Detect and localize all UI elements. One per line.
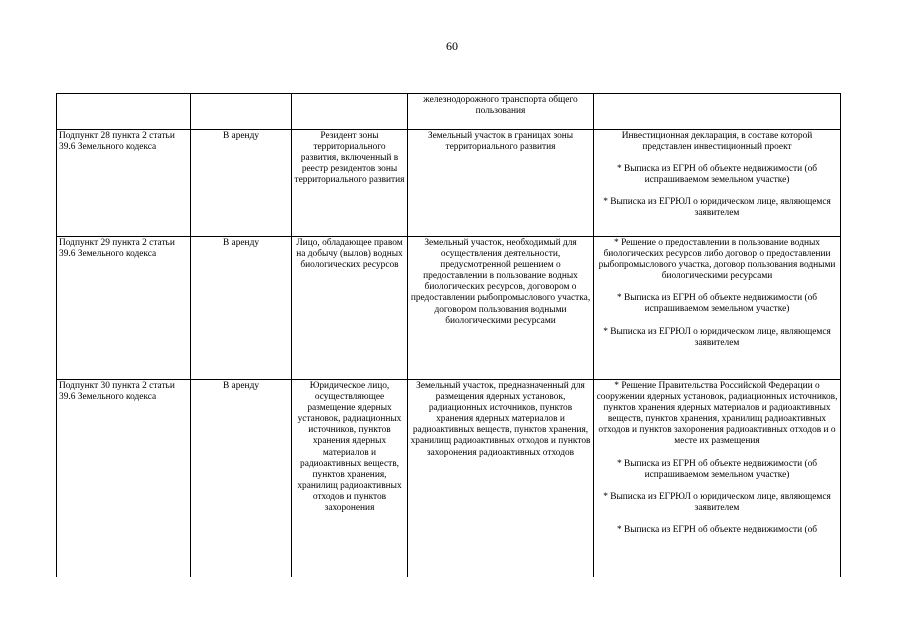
cell-land-plot: железнодорожного транспорта общего пользования (408, 94, 594, 130)
document-item: * Выписка из ЕГРН об объекте недвижимости (об испрашиваемом земельном участке) (616, 458, 818, 480)
cell-provision-type: В аренду (191, 237, 292, 380)
document-item: * Выписка из ЕГРН об объекте недвижимости (об (616, 524, 818, 535)
cell-provision-type: В аренду (191, 130, 292, 237)
table-row (57, 237, 841, 380)
cell-provision-type (191, 94, 292, 130)
table-row (57, 94, 841, 130)
page-number: 60 (446, 39, 458, 53)
document-item: * Выписка из ЕГРЮЛ о юридическом лице, являющемся заявителем (603, 197, 831, 219)
cell-land-plot: Земельный участок, необходимый для осуществления деятельности, предусмотренной решением о предоставлении в пользование водных биологических ресурсов, договором о предоставлении рыбопромыслового участка, договором пользования водными биологическими ресурсами (408, 237, 594, 380)
document-item: Инвестиционная декларация, в составе которой представлен инвестиционный проект (621, 131, 813, 153)
cell-land-plot: Земельный участок в границах зоны территориального развития (408, 130, 594, 237)
document-item: * Решение о предоставлении в пользование водных биологических ресурсов либо договор о предоставлении рыбопромыслового участка, договор пользования водными биологическими ресурсами (598, 238, 836, 282)
table-row (57, 130, 841, 237)
cell-legal-basis: Подпункт 28 пункта 2 статьи 39.6 Земельного кодекса (57, 130, 191, 237)
cell-applicant: Резидент зоны территориального развития, включенный в реестр резидентов зоны территориального развития (292, 130, 408, 237)
cell-documents (594, 237, 841, 380)
cell-documents (594, 130, 841, 237)
document-item: * Решение Правительства Российской Федерации о сооружении ядерных установок, радиационных источников, пунктов хранения ядерных материалов и радиоактивных веществ, пунктов хранения, хранилищ радиоактивных отходов и пунктов захоронения радиоактивных отходов и о месте их размещения (596, 381, 838, 447)
table-row (57, 380, 841, 578)
cell-legal-basis: Подпункт 29 пункта 2 статьи 39.6 Земельного кодекса (57, 237, 191, 380)
cell-applicant (292, 94, 408, 130)
table-body (57, 94, 841, 578)
document-item: * Выписка из ЕГРЮЛ о юридическом лице, являющемся заявителем (603, 491, 831, 513)
cell-provision-type: В аренду (191, 380, 292, 578)
document-item: * Выписка из ЕГРН об объекте недвижимости (об испрашиваемом земельном участке) (616, 293, 818, 315)
cell-applicant: Лицо, обладающее правом на добычу (вылов) водных биологических ресурсов (292, 237, 408, 380)
cell-applicant: Юридическое лицо, осуществляющее размещение ядерных установок, радиационных источников, пунктов хранения ядерных материалов и радиоактивных веществ, пунктов хранения, хранилищ радиоактивных отходов и пунктов захоронения (292, 380, 408, 578)
land-provision-table (56, 93, 841, 577)
cell-legal-basis (57, 94, 191, 130)
document-item: * Выписка из ЕГРН об объекте недвижимости (об испрашиваемом земельном участке) (616, 164, 818, 186)
cell-legal-basis: Подпункт 30 пункта 2 статьи 39.6 Земельного кодекса (57, 380, 191, 578)
cell-land-plot: Земельный участок, предназначенный для размещения ядерных установок, радиационных источников, пунктов хранения ядерных материалов и радиоактивных веществ, пунктов хранения, хранилищ радиоактивных отходов и пунктов захоронения радиоактивных отходов (408, 380, 594, 578)
cell-documents (594, 380, 841, 578)
cell-documents (594, 94, 841, 130)
document-item: * Выписка из ЕГРЮЛ о юридическом лице, являющемся заявителем (603, 326, 831, 348)
